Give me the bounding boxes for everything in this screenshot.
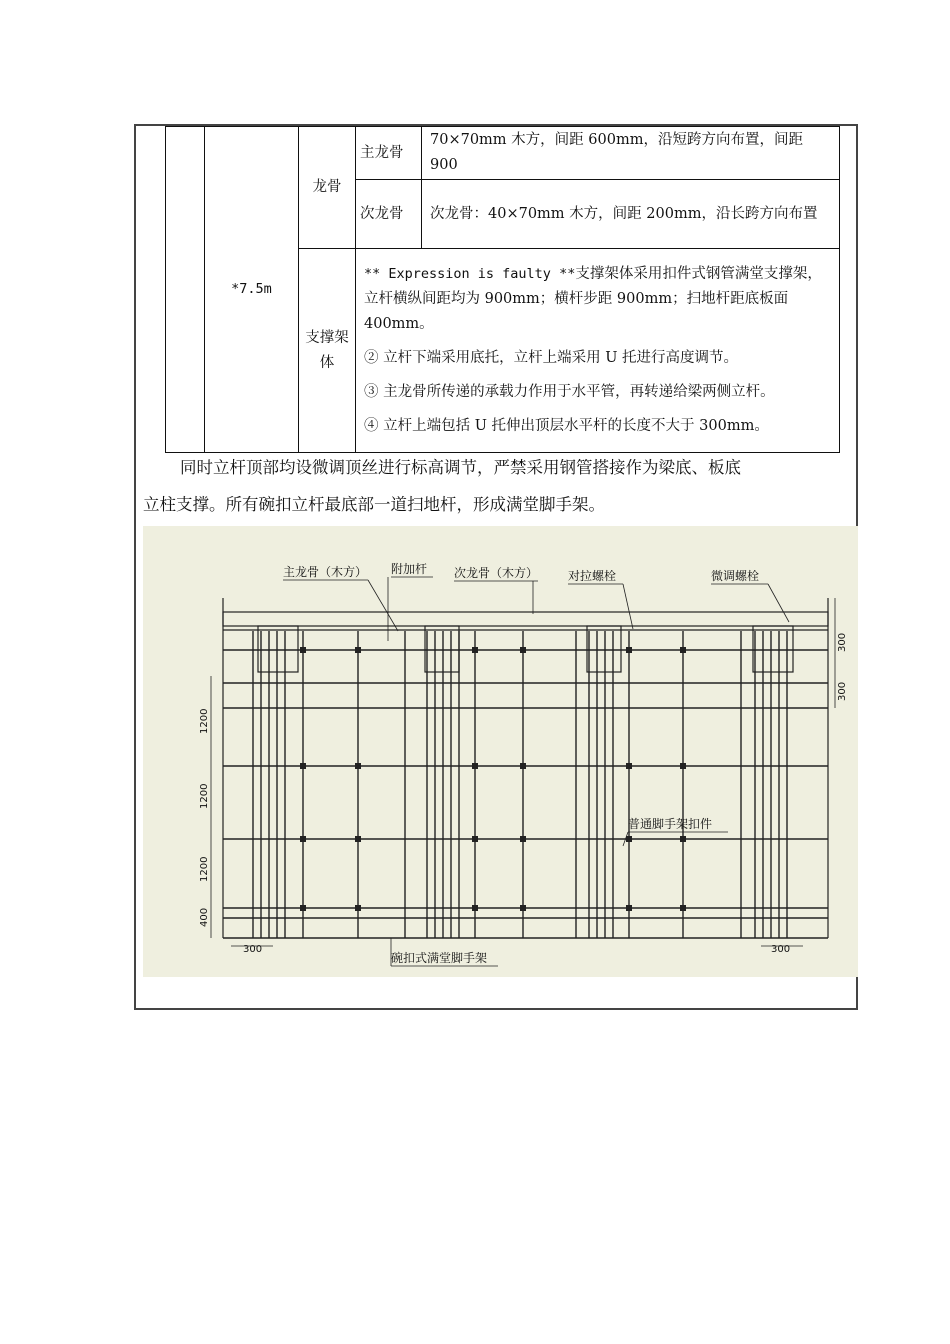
dim-1200-a: 1200 (199, 708, 210, 734)
main-keel-label: 主龙骨 (356, 127, 422, 180)
support-para-1: ** Expression is faulty **支撑架体采用扣件式钢管满堂支撑架，立杆横纵间距均为 900mm；横杆步距 900mm；扫地杆距底板面 400mm。 (364, 266, 822, 332)
label-caption: 碗扣式满堂脚手架 (391, 951, 488, 965)
secondary-keel-desc: 次龙骨：40×70mm 木方，间距 200mm，沿长跨方向布置 (422, 180, 840, 249)
coupler-node (680, 647, 686, 653)
coupler-node (520, 905, 526, 911)
coupler-node (472, 763, 478, 769)
dim-300-left: 300 (243, 944, 263, 955)
coupler-node (680, 836, 686, 842)
dim-300-bottom: 300 (837, 681, 848, 701)
coupler-node (626, 905, 632, 911)
coupler-node (626, 763, 632, 769)
label-adjust-bolt: 微调螺栓 (711, 569, 760, 583)
support-group-label: 支撑架体 (299, 249, 356, 453)
dim-300-top: 300 (837, 632, 848, 652)
coupler-node (472, 836, 478, 842)
label-main-keel: 主龙骨（木方） (283, 565, 368, 579)
coupler-node (626, 647, 632, 653)
coupler-node (355, 647, 361, 653)
coupler-node (520, 763, 526, 769)
support-para-4: ④ 立杆上端包括 U 托伸出顶层水平杆的长度不大于 300mm。 (364, 418, 769, 434)
slab (223, 612, 828, 626)
secondary-keel-label: 次龙骨 (356, 180, 422, 249)
coupler-node (520, 647, 526, 653)
spec-table (165, 126, 840, 453)
beam-2 (425, 626, 459, 672)
dim-1200-c: 1200 (199, 856, 210, 882)
dim-300-right: 300 (771, 944, 791, 955)
label-extra-bar: 附加杆 (391, 562, 428, 576)
blank-cell (166, 127, 205, 453)
coupler-node (300, 647, 306, 653)
coupler-node (300, 763, 306, 769)
dim-1200-b: 1200 (199, 783, 210, 809)
support-para-2: ② 立杆下端采用底托，立杆上端采用 U 托进行高度调节。 (364, 350, 739, 366)
body-paragraph-line-2: 立柱支撑。所有碗扣立杆最底部一道扫地杆，形成满堂脚手架。 (143, 495, 605, 514)
main-keel-desc: 70×70mm 木方，间距 600mm，沿短跨方向布置，间距 900 (422, 127, 840, 180)
coupler-node (680, 763, 686, 769)
scaffold-svg (143, 526, 858, 977)
coupler-node (300, 836, 306, 842)
keel-group-label: 龙骨 (299, 127, 356, 249)
coupler-node (300, 905, 306, 911)
body-paragraph-line-1: 同时立杆顶部均设微调顶丝进行标高调节，严禁采用钢管搭接作为梁底、板底 (180, 458, 741, 477)
support-desc (356, 249, 840, 453)
beam-1 (258, 626, 298, 672)
coupler-node (520, 836, 526, 842)
coupler-node (355, 905, 361, 911)
coupler-node (355, 763, 361, 769)
coupler-node (626, 836, 632, 842)
dim-400: 400 (199, 907, 210, 927)
coupler-node (680, 905, 686, 911)
label-secondary-keel: 次龙骨（木方） (454, 566, 539, 580)
support-para-3: ③ 主龙骨所传递的承载力作用于水平管，再转递给梁两侧立杆。 (364, 384, 775, 400)
label-coupler: 普通脚手架扣件 (628, 817, 713, 831)
scaffold-drawing (143, 526, 858, 977)
label-tie-bolt: 对拉螺栓 (568, 569, 617, 583)
coupler-node (472, 647, 478, 653)
height-cell: *7.5m (205, 127, 299, 453)
coupler-node (355, 836, 361, 842)
coupler-node (472, 905, 478, 911)
beam-3 (587, 626, 621, 672)
